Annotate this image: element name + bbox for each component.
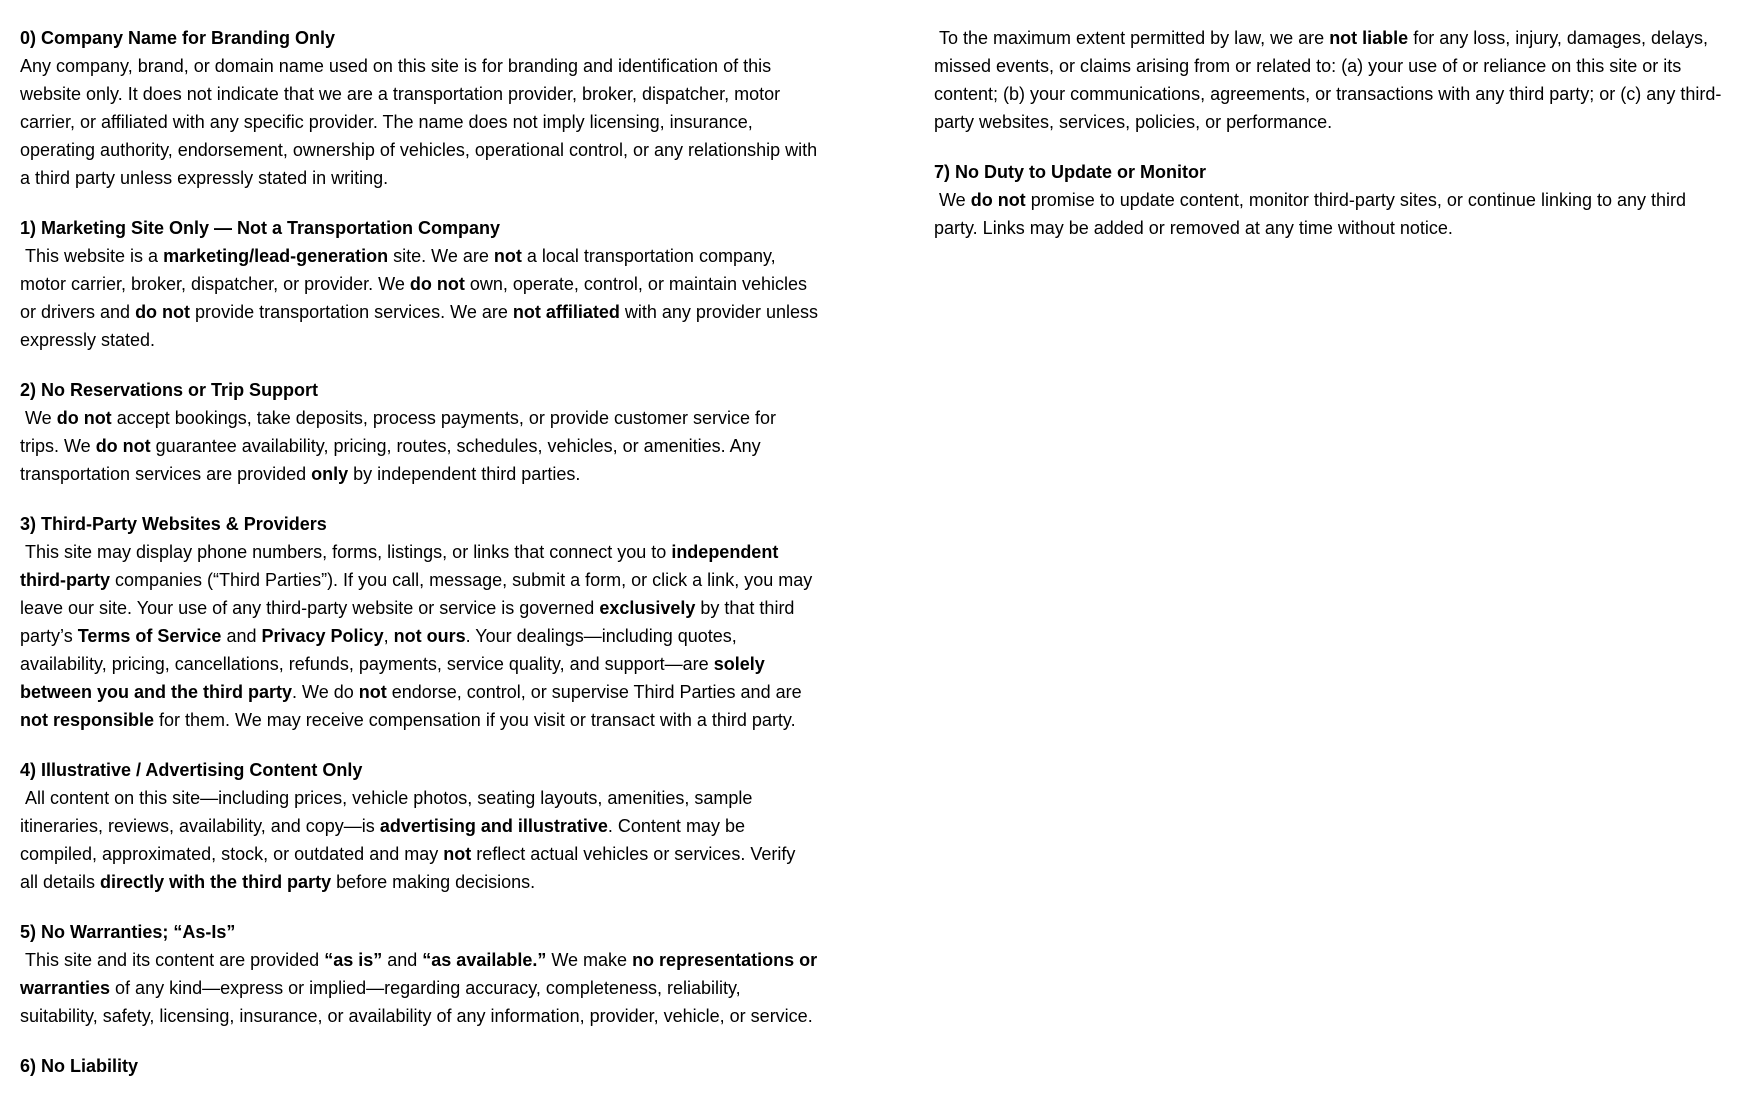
text-run: own, operate, control, or maintain vehicles or drivers and xyxy=(20,274,813,322)
bold-text-run: no representations or warranties xyxy=(20,950,823,998)
section-body xyxy=(934,24,1732,136)
text-run: endorse, control, or supervise Third Parties and are xyxy=(386,682,807,702)
bold-text-run: independent third-party xyxy=(20,542,784,590)
text-run: . Your dealings—including quotes, availability, pricing, cancellations, refunds, payments, service quality, and support—are xyxy=(20,626,742,674)
bold-text-run: not ours xyxy=(393,626,466,646)
text-run: site. We are xyxy=(388,246,494,266)
bold-text-run: “as available.” xyxy=(422,950,547,970)
section-heading: 0) Company Name for Branding Only xyxy=(20,28,336,48)
section-heading: 3) Third-Party Websites & Providers xyxy=(20,514,327,534)
disclaimer-section-1 xyxy=(20,214,823,354)
text-run: . Content may be compiled, approximated, stock, or outdated and may xyxy=(20,816,750,864)
bold-text-run: Privacy Policy xyxy=(261,626,384,646)
bold-text-run: do not xyxy=(56,408,112,428)
section-body xyxy=(20,946,823,1030)
bold-text-run: do not xyxy=(135,302,191,322)
bold-text-run: Terms of Service xyxy=(77,626,222,646)
text-run: We xyxy=(20,408,57,428)
section-heading: 4) Illustrative / Advertising Content Only xyxy=(20,760,363,780)
text-run: . We do xyxy=(292,682,359,702)
bold-text-run: advertising and illustrative xyxy=(379,816,608,836)
bold-text-run: “as is” xyxy=(324,950,383,970)
disclaimer-section-0 xyxy=(20,24,823,192)
text-run: guarantee availability, pricing, routes, schedules, vehicles, or amenities. Any transportation services are provided xyxy=(20,436,766,484)
bold-text-run: not xyxy=(443,844,472,864)
section-body xyxy=(934,186,1732,242)
bold-text-run: not responsible xyxy=(20,710,155,730)
text-run: reflect actual vehicles or services. Verify all details xyxy=(20,844,801,892)
text-run: by that third party’s xyxy=(20,598,800,646)
section-body xyxy=(20,538,818,734)
text-run: and xyxy=(221,626,262,646)
text-run: This site may display phone numbers, forms, listings, or links that connect you to xyxy=(20,542,672,562)
text-run: for any loss, injury, damages, delays, missed events, or claims arising from or related to: (a) your use of or reliance on this site or its content; (b) your communications, agreements, or transactions with any third party; or (c) any third-party websites, services, policies, or performance. xyxy=(934,28,1722,132)
text-run: for them. We may receive compensation if you visit or transact with a third party. xyxy=(154,710,796,730)
section-body xyxy=(20,404,818,488)
text-run: companies (“Third Parties”). If you call, message, submit a form, or click a link, you may leave our site. Your use of any third-party website or service is governed xyxy=(20,570,818,618)
bold-text-run: only xyxy=(311,464,349,484)
bold-text-run: do not xyxy=(95,436,151,456)
disclaimer-section-2 xyxy=(20,376,818,488)
text-run: and xyxy=(382,950,423,970)
text-run: We make xyxy=(546,950,633,970)
disclaimer-section-3 xyxy=(20,510,818,734)
text-run: We xyxy=(934,190,971,210)
section-heading: 6) No Liability xyxy=(20,1056,139,1076)
text-run: Any company, brand, or domain name used on this site is for branding and identification of this website only. It does not indicate that we are a transportation provider, broker, dispatcher, motor carrier, or affiliated with any specific provider. The name does not imply licensing, insurance, operating authority, endorsement, ownership of vehicles, operational control, or any relationship with a third party unless expressly stated in writing. xyxy=(20,56,823,188)
bold-text-run: do not xyxy=(409,274,465,294)
bold-text-run: solely between you and the third party xyxy=(20,654,770,702)
section-heading: 7) No Duty to Update or Monitor xyxy=(934,162,1206,182)
bold-text-run: not xyxy=(358,682,387,702)
disclaimer-section-7 xyxy=(934,158,1732,242)
text-run: promise to update content, monitor third-party sites, or continue linking to any third party. Links may be added or removed at any time without notice. xyxy=(934,190,1692,238)
text-run: of any kind—express or implied—regarding accuracy, completeness, reliability, suitability, safety, licensing, insurance, or availability of any information, provider, vehicle, or service. xyxy=(20,978,813,1026)
section-heading: 5) No Warranties; “As-Is” xyxy=(20,922,236,942)
text-run: by independent third parties. xyxy=(348,464,581,484)
text-run: with any provider unless expressly stated. xyxy=(20,302,823,350)
disclaimer-section-4 xyxy=(20,756,818,896)
bold-text-run: not liable xyxy=(1329,28,1409,48)
text-run: This website is a xyxy=(20,246,164,266)
section-body xyxy=(20,52,823,192)
bold-text-run: not xyxy=(493,246,522,266)
text-run: before making decisions. xyxy=(331,872,536,892)
text-run: , xyxy=(383,626,394,646)
text-run: accept bookings, take deposits, process payments, or provide customer service for trips. We xyxy=(20,408,782,456)
text-run: This site and its content are provided xyxy=(20,950,325,970)
text-run: To the maximum extent permitted by law, we are xyxy=(934,28,1330,48)
section-heading: 2) No Reservations or Trip Support xyxy=(20,380,319,400)
text-run: a local transportation company, motor carrier, broker, dispatcher, or provider. We xyxy=(20,246,781,294)
text-run: provide transportation services. We are xyxy=(190,302,513,322)
section-body xyxy=(20,784,818,896)
bold-text-run: directly with the third party xyxy=(100,872,332,892)
text-run: All content on this site—including prices, vehicle photos, seating layouts, amenities, sample itineraries, reviews, availability, and copy—is xyxy=(20,788,758,836)
disclaimer-section-5 xyxy=(20,918,823,1030)
section-heading: 1) Marketing Site Only — Not a Transportation Company xyxy=(20,218,501,238)
bold-text-run: exclusively xyxy=(599,598,696,618)
section-body xyxy=(20,242,823,354)
sections-container xyxy=(20,24,1732,1113)
bold-text-run: do not xyxy=(970,190,1026,210)
bold-text-run: not affiliated xyxy=(512,302,620,322)
bold-text-run: marketing/lead-generation xyxy=(163,246,389,266)
